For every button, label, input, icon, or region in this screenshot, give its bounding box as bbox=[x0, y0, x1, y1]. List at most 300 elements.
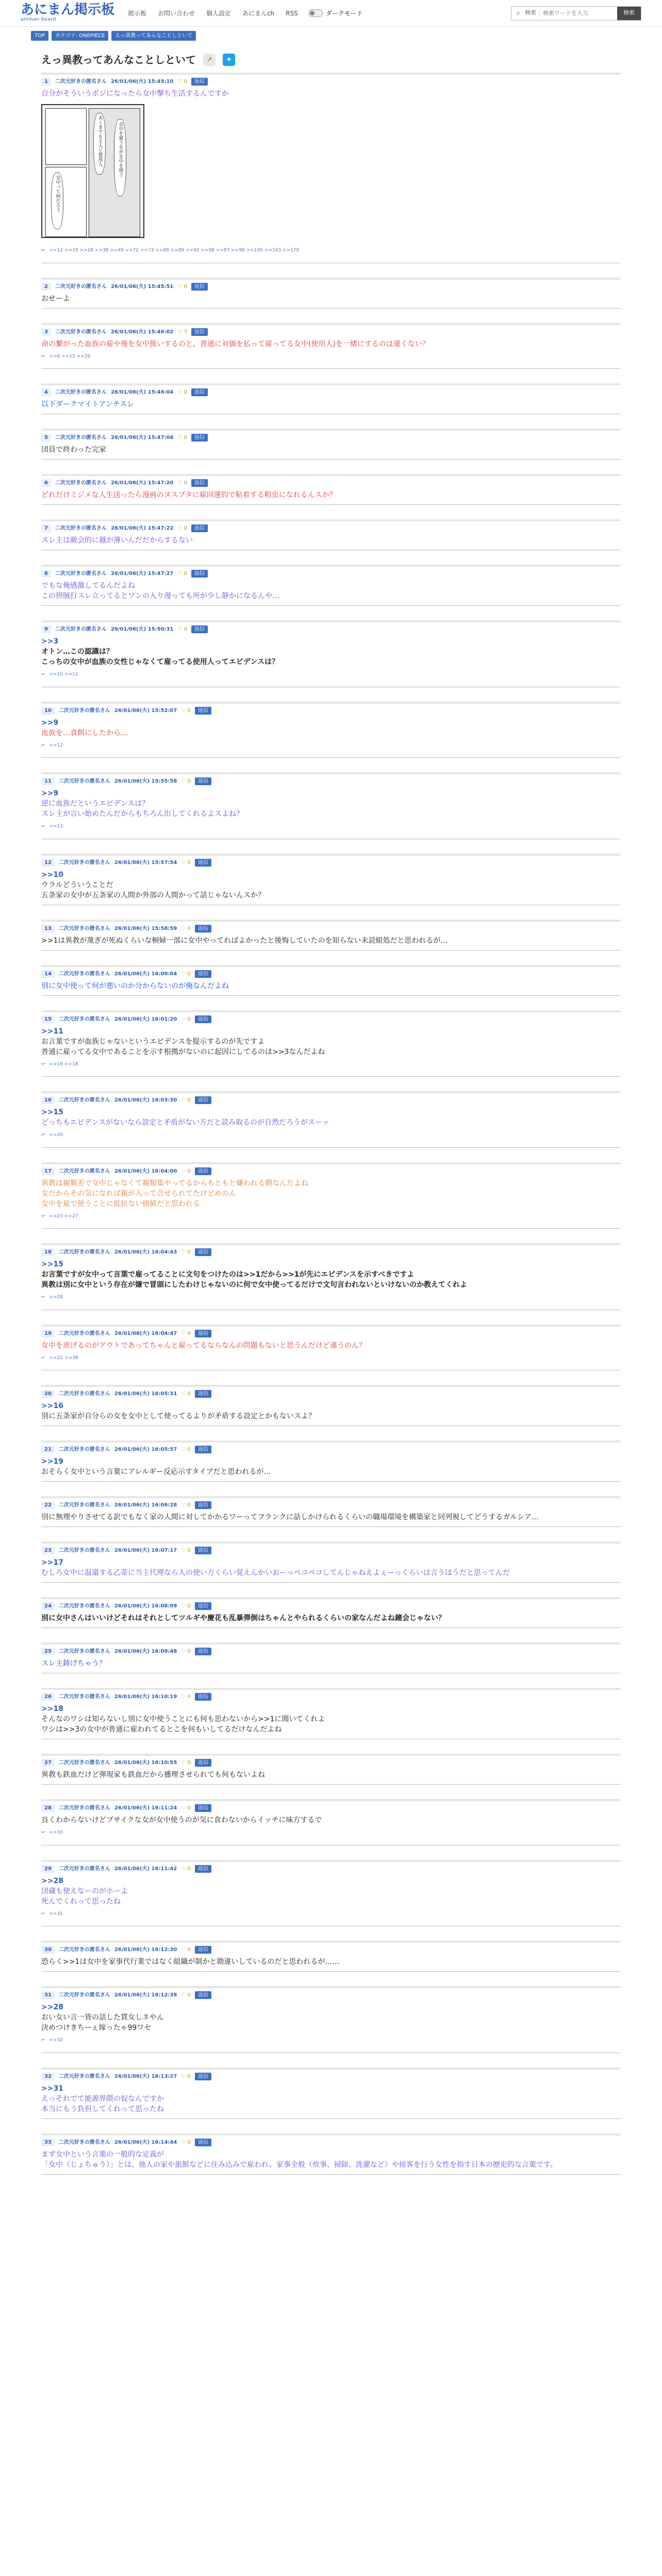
post-date: 26/01/06(火) 15:47:27 bbox=[110, 571, 174, 577]
like-count[interactable]: ♡ 0 bbox=[181, 1447, 191, 1452]
post-line: 別に女中使って何が悪いのか分からないのが俺なんだよね bbox=[41, 981, 229, 990]
like-number: 0 bbox=[187, 1603, 191, 1609]
reply-anchors bbox=[41, 1209, 621, 1225]
post-number[interactable]: 30 bbox=[41, 1946, 55, 1954]
like-number: 0 bbox=[187, 1694, 191, 1700]
post-number[interactable]: 27 bbox=[41, 1759, 55, 1767]
reply-button[interactable]: 返信 bbox=[195, 1865, 211, 1873]
reply-button[interactable]: 返信 bbox=[195, 1390, 211, 1398]
anchor-links[interactable]: >>10 >>11 bbox=[49, 672, 78, 677]
search-input[interactable] bbox=[540, 10, 617, 16]
reply-button[interactable]: 返信 bbox=[191, 524, 208, 532]
like-count[interactable]: ♡ 0 bbox=[177, 389, 187, 395]
post-date: 26/01/06(火) 16:07:17 bbox=[114, 1548, 177, 1553]
post-header bbox=[41, 570, 621, 578]
like-count[interactable]: ♡ 0 bbox=[181, 925, 191, 931]
reply-button[interactable]: 返信 bbox=[195, 1248, 211, 1256]
post-number[interactable]: 12 bbox=[41, 859, 55, 867]
post-date: 26/01/06(火) 15:50:31 bbox=[110, 626, 174, 632]
like-count[interactable]: ♡ 0 bbox=[181, 1694, 191, 1700]
post-header bbox=[41, 1693, 621, 1701]
post-body bbox=[41, 532, 621, 550]
reply-button[interactable]: 返信 bbox=[191, 434, 208, 442]
post-header bbox=[41, 1330, 621, 1337]
like-number: 0 bbox=[184, 79, 187, 84]
post-line[interactable]: >>31 bbox=[41, 2084, 63, 2093]
reply-button[interactable]: 返信 bbox=[195, 1759, 211, 1767]
post-line: 恐らく>>1は女中を家事代行業ではなく組織が制かと勘違いしているのだと思われるが…… bbox=[41, 1958, 340, 1966]
post-body bbox=[41, 785, 621, 839]
reply-icon: ↩ bbox=[41, 353, 45, 359]
post bbox=[41, 278, 621, 309]
reply-button[interactable]: 返信 bbox=[195, 777, 211, 785]
like-count[interactable]: ♡ 0 bbox=[181, 1992, 191, 1998]
post-line: 異教は別に女中という存在が嫌で冒頭にしたわけじゃないのに何で女中使ってるだけで文句言われないといけないのか教えてくれよ bbox=[41, 1281, 467, 1289]
post-line: えっそれでて能源界隈の奴なんですか bbox=[41, 2094, 164, 2103]
like-number: 0 bbox=[187, 1330, 191, 1336]
post-number[interactable]: 6 bbox=[41, 479, 51, 487]
manga-panel bbox=[89, 108, 140, 237]
like-number: 0 bbox=[187, 778, 191, 784]
reply-button[interactable]: 返信 bbox=[195, 1804, 211, 1812]
post-line: ウラルどういうことだ bbox=[41, 880, 113, 889]
like-count[interactable]: ♡ 0 bbox=[177, 283, 187, 290]
reply-button[interactable]: 返信 bbox=[195, 1330, 211, 1337]
post bbox=[41, 920, 621, 951]
like-count[interactable]: ♡ 0 bbox=[181, 1168, 191, 1174]
reply-button[interactable]: 返信 bbox=[195, 1446, 211, 1453]
post-number[interactable]: 14 bbox=[41, 970, 55, 978]
reply-button[interactable]: 返信 bbox=[195, 2073, 211, 2080]
post bbox=[41, 702, 621, 758]
reply-button[interactable]: 返信 bbox=[191, 625, 208, 633]
post-date: 26/01/06(火) 15:58:59 bbox=[114, 925, 177, 931]
like-number: 0 bbox=[187, 1548, 191, 1553]
post-line[interactable]: >>28 bbox=[41, 1876, 63, 1885]
post-line[interactable]: >>19 bbox=[41, 1458, 63, 1466]
post-line: 逆に血族だというエビデンスは？ bbox=[41, 800, 150, 808]
like-number: 0 bbox=[187, 1649, 191, 1654]
poster-name: 二次元好きの匿名さん bbox=[58, 1097, 110, 1103]
speech-bubble: あくまでも主人と使用人 bbox=[93, 113, 106, 175]
post bbox=[41, 1440, 621, 1482]
anchor-links[interactable]: >>28 bbox=[49, 1295, 63, 1300]
like-count[interactable]: ♡ 0 bbox=[181, 707, 191, 714]
like-count[interactable]: ♡ 0 bbox=[177, 480, 187, 486]
post-number[interactable]: 9 bbox=[41, 625, 51, 633]
post bbox=[41, 854, 621, 905]
like-number: 0 bbox=[187, 1016, 191, 1022]
reply-button[interactable]: 返信 bbox=[191, 328, 208, 336]
like-count[interactable]: ♡ 0 bbox=[181, 1097, 191, 1103]
like-count[interactable]: ♡ 0 bbox=[181, 1866, 191, 1872]
anchor-links[interactable]: >>8 >>15 >>29 bbox=[49, 353, 91, 359]
like-count[interactable]: ♡ 0 bbox=[181, 2073, 191, 2079]
like-count[interactable]: ♡ 0 bbox=[181, 1649, 191, 1654]
like-number: 0 bbox=[184, 571, 187, 577]
reply-anchors bbox=[41, 243, 621, 259]
like-count[interactable]: ♡ 0 bbox=[181, 1330, 191, 1336]
reply-anchors bbox=[41, 1825, 621, 1841]
nav-board[interactable]: 掲示板 bbox=[128, 9, 147, 17]
breadcrumb bbox=[0, 27, 662, 45]
post-header bbox=[41, 1759, 621, 1767]
reply-button[interactable]: 返信 bbox=[195, 859, 211, 867]
reply-button[interactable]: 返信 bbox=[195, 1946, 211, 1954]
like-count[interactable]: ♡ 0 bbox=[181, 1760, 191, 1766]
post-line: おせーよ bbox=[41, 294, 70, 303]
like-count[interactable]: ♡ 0 bbox=[181, 1391, 191, 1397]
post-number[interactable]: 2 bbox=[41, 283, 51, 291]
reply-button[interactable]: 返信 bbox=[195, 925, 211, 933]
post-date: 26/01/06(火) 16:08:09 bbox=[114, 1603, 177, 1609]
post-header bbox=[41, 1501, 621, 1509]
post-number[interactable]: 20 bbox=[41, 1390, 55, 1398]
post-line: 異教は親類差で女中じゃなくて親類集やってるからもともと嫌われる側なんだよね bbox=[41, 1179, 308, 1188]
like-count[interactable]: ♡ 0 bbox=[181, 1016, 191, 1022]
breadcrumb-thread[interactable]: えっ異教ってあんなことしといて bbox=[111, 31, 196, 41]
post-number[interactable]: 1 bbox=[41, 78, 51, 86]
reply-button[interactable]: 返信 bbox=[195, 707, 211, 715]
reply-button[interactable]: 返信 bbox=[191, 388, 208, 396]
like-count[interactable]: ♡ 0 bbox=[181, 1548, 191, 1553]
post-op bbox=[41, 73, 621, 263]
post-line: オトン…この認識は？ bbox=[41, 648, 113, 656]
manga-panel bbox=[45, 108, 87, 165]
like-count[interactable]: ♡ 0 bbox=[181, 1502, 191, 1508]
anchor-links[interactable]: >>32 bbox=[49, 2038, 63, 2043]
post-header bbox=[41, 625, 621, 633]
post-line: でもな俺感激してるんだよね bbox=[41, 582, 135, 590]
post-number[interactable]: 18 bbox=[41, 1248, 55, 1256]
poster-name: 二次元好きの匿名さん bbox=[58, 1603, 110, 1609]
nav-rss[interactable]: RSS bbox=[286, 9, 298, 17]
like-count[interactable]: ♡ 0 bbox=[181, 971, 191, 977]
post-body bbox=[41, 1023, 621, 1077]
like-count[interactable]: ♡ 0 bbox=[177, 79, 187, 84]
post-line[interactable]: >>11 bbox=[41, 1027, 63, 1036]
poster-name: 二次元好きの匿名さん bbox=[55, 329, 107, 335]
post-number[interactable]: 15 bbox=[41, 1015, 55, 1023]
post-line: 命の繋がった血族の雇や後を女中扱いするのと、普通に対価を払って雇ってる女中(使用人)を一緒にするのは違くない？ bbox=[41, 340, 429, 348]
reply-icon: ↩ bbox=[41, 1061, 45, 1067]
post-header bbox=[41, 859, 621, 867]
reply-button[interactable]: 返信 bbox=[195, 1693, 211, 1701]
poster-name: 二次元好きの匿名さん bbox=[58, 1168, 110, 1174]
anchor-links[interactable]: >>23 >>27 bbox=[49, 1213, 78, 1219]
post-header bbox=[41, 78, 621, 86]
like-count[interactable]: ♡ 0 bbox=[177, 626, 187, 632]
post-number[interactable]: 28 bbox=[41, 1804, 55, 1812]
post-number[interactable]: 23 bbox=[41, 1547, 55, 1554]
poster-name: 二次元好きの匿名さん bbox=[58, 925, 110, 931]
reply-button[interactable]: 返信 bbox=[195, 2139, 211, 2146]
post-date: 26/01/06(火) 16:05:31 bbox=[114, 1391, 177, 1397]
post-line: 別に女中さんはいいけどそれはそれとしてツルギや慶花も乱暴弾倒はちゃんとやられるくらいの家なんだよね鐘会じゃない？ bbox=[41, 1614, 445, 1622]
nav-animanch[interactable]: あにまんch bbox=[242, 9, 275, 17]
poster-name: 二次元好きの匿名さん bbox=[58, 1694, 110, 1700]
post-date: 26/01/06(火) 16:12:30 bbox=[114, 1947, 177, 1953]
reply-anchors bbox=[41, 1057, 621, 1073]
breadcrumb-category[interactable]: カテゴリ: ONEPIECE bbox=[52, 31, 108, 41]
post-number[interactable]: 26 bbox=[41, 1693, 55, 1701]
reply-anchors bbox=[41, 349, 621, 365]
reply-button[interactable]: 返信 bbox=[191, 570, 208, 578]
anchor-links[interactable]: >>30 bbox=[49, 1830, 63, 1835]
post-line[interactable]: >>15 bbox=[41, 1108, 63, 1116]
reply-icon: ↩ bbox=[41, 824, 45, 829]
share-icon[interactable]: ↗ bbox=[203, 54, 216, 66]
reply-button[interactable]: 返信 bbox=[195, 1167, 211, 1175]
post bbox=[41, 1860, 621, 1927]
breadcrumb-top[interactable]: TOP bbox=[31, 31, 48, 41]
post-body bbox=[41, 1954, 621, 1972]
post-body bbox=[41, 1812, 621, 1845]
reply-icon: ↩ bbox=[41, 1355, 45, 1361]
post-line: 五条家の女中が五条家の人間か外部の人間かって話じゃないんスか？ bbox=[41, 891, 265, 900]
poster-name: 二次元好きの匿名さん bbox=[58, 859, 110, 866]
post-date: 26/01/06(火) 15:47:04 bbox=[110, 435, 174, 440]
post-line[interactable]: >>15 bbox=[41, 1260, 63, 1268]
reply-icon: ↩ bbox=[41, 1132, 45, 1138]
post-date: 26/01/06(火) 15:52:07 bbox=[114, 707, 177, 714]
reply-anchors bbox=[41, 1907, 621, 1922]
reply-button[interactable]: 返信 bbox=[195, 1015, 211, 1023]
poster-name: 二次元好きの匿名さん bbox=[55, 626, 107, 632]
post-body bbox=[41, 396, 621, 414]
post-header bbox=[41, 970, 621, 978]
post-number[interactable]: 19 bbox=[41, 1330, 55, 1337]
post-body bbox=[41, 1337, 621, 1371]
post-date: 26/01/06(火) 16:00:04 bbox=[114, 971, 177, 977]
search-button[interactable]: 検索 bbox=[617, 7, 641, 20]
post-date: 26/01/06(火) 16:04:47 bbox=[114, 1330, 177, 1336]
reply-icon: ↩ bbox=[41, 742, 45, 748]
reply-icon: ↩ bbox=[41, 672, 45, 677]
poster-name: 二次元好きの匿名さん bbox=[58, 1502, 110, 1508]
post-date: 26/01/06(火) 16:10:55 bbox=[114, 1760, 177, 1766]
reply-anchors bbox=[41, 1128, 621, 1143]
post-line: おそらく女中という言葉にアレルギー反応示すタイプだと思われるが… bbox=[41, 1468, 271, 1476]
post-number[interactable]: 10 bbox=[41, 707, 55, 715]
post-number[interactable]: 3 bbox=[41, 328, 51, 336]
post-line: 「女中（じょちゅう）」とは、他人の家や旅館などに住み込みで雇われ、家事全般（炊事、掃除、洗濯など）や接客を行う女性を指す日本の歴史的な言葉です。 bbox=[41, 2160, 557, 2169]
toggle-switch-icon[interactable] bbox=[308, 9, 323, 17]
like-number: 0 bbox=[187, 707, 191, 714]
post bbox=[41, 383, 621, 414]
reply-icon: ↩ bbox=[41, 1911, 45, 1917]
post-number[interactable]: 29 bbox=[41, 1865, 55, 1873]
post-number[interactable]: 25 bbox=[41, 1648, 55, 1655]
like-count[interactable]: ♡ 0 bbox=[181, 778, 191, 784]
like-count[interactable]: ♡ 0 bbox=[177, 571, 187, 577]
reply-button[interactable]: 返信 bbox=[195, 1547, 211, 1554]
post-line: 別に五条家が自分らの女を女中として使ってるよりが矛盾する設定とかもないスよ？ bbox=[41, 1412, 316, 1420]
dark-mode-toggle[interactable] bbox=[308, 9, 363, 18]
post bbox=[41, 1688, 621, 1739]
poster-name: 二次元好きの匿名さん bbox=[58, 1447, 110, 1452]
reply-button[interactable]: 返信 bbox=[195, 1648, 211, 1655]
post-line[interactable]: >>17 bbox=[41, 1558, 63, 1567]
post-number[interactable]: 22 bbox=[41, 1501, 55, 1509]
like-number: 0 bbox=[187, 859, 191, 866]
manga-image[interactable] bbox=[41, 104, 144, 238]
post-header bbox=[41, 434, 621, 442]
logo-text[interactable]: あにまん掲示板 bbox=[21, 2, 115, 18]
post bbox=[41, 1243, 621, 1310]
post-number[interactable]: 11 bbox=[41, 777, 55, 785]
reply-button[interactable]: 返信 bbox=[195, 1991, 211, 1999]
like-count[interactable]: ♡ 0 bbox=[181, 1947, 191, 1953]
post bbox=[41, 1754, 621, 1785]
post-line: 女中を虐げるのがアウトであってちゃんと雇ってるならなんの問題もないと思うんだけど違うのん？ bbox=[41, 1341, 366, 1350]
like-number: 0 bbox=[184, 626, 187, 632]
post-date: 26/01/06(火) 15:45:51 bbox=[110, 283, 174, 290]
post-line: 女中を雇で使うことに抵抗ない価値だと思われる bbox=[41, 1199, 200, 1208]
like-count[interactable]: ♡ 0 bbox=[181, 1249, 191, 1255]
post-header bbox=[41, 479, 621, 487]
like-number: 0 bbox=[187, 1391, 191, 1397]
search-scope-select[interactable]: 検索 bbox=[525, 9, 540, 18]
post-number[interactable]: 5 bbox=[41, 434, 51, 442]
post-number[interactable]: 21 bbox=[41, 1446, 55, 1453]
post-line: >>1は異教が蔑ぎが死ぬくらいな桐婦一部に女中やってればよかったと後悔していたのを知らない未読組処だと思われるが… bbox=[41, 936, 448, 945]
like-count[interactable]: ♡ 0 bbox=[181, 859, 191, 866]
like-count[interactable]: ♡ 0 bbox=[181, 1805, 191, 1811]
post bbox=[41, 429, 621, 460]
post-date: 26/01/06(火) 16:04:00 bbox=[114, 1168, 177, 1174]
anchor-links[interactable]: >>12 >>19 >>28 >>38 >>49 >>72 >>73 >>88 >>89 >>92 >>98 >>97 >>98 >>100 >>163 >>170 bbox=[49, 248, 300, 253]
post bbox=[41, 1496, 621, 1527]
post-date: 26/01/06(火) 16:09:48 bbox=[114, 1649, 177, 1654]
post-date: 26/01/06(火) 16:05:57 bbox=[114, 1447, 177, 1452]
poster-name: 二次元好きの匿名さん bbox=[58, 1330, 110, 1336]
post-header bbox=[41, 283, 621, 291]
post-line[interactable]: >>10 bbox=[41, 870, 63, 879]
twitter-icon[interactable]: ✦ bbox=[223, 54, 235, 66]
post-header bbox=[41, 925, 621, 933]
thread bbox=[0, 73, 662, 2175]
anchor-links[interactable]: >>16 >>18 bbox=[49, 1061, 78, 1067]
post-number[interactable]: 8 bbox=[41, 570, 51, 578]
poster-name: 二次元好きの匿名さん bbox=[55, 480, 107, 486]
post-line[interactable]: >>18 bbox=[41, 1705, 63, 1713]
post-body bbox=[41, 1398, 621, 1426]
like-number: 0 bbox=[187, 1760, 191, 1766]
reply-button[interactable]: 返信 bbox=[195, 970, 211, 978]
anchor-links[interactable]: >>13 bbox=[49, 824, 63, 829]
post-date: 26/01/06(火) 16:01:20 bbox=[114, 1016, 177, 1022]
like-count[interactable]: ♡ 0 bbox=[181, 1603, 191, 1609]
like-number: 0 bbox=[187, 2073, 191, 2079]
logo-subtext: animan board bbox=[21, 16, 56, 22]
anchor-links[interactable]: >>22 >>38 bbox=[49, 1355, 78, 1361]
post-number[interactable]: 16 bbox=[41, 1096, 55, 1104]
anchor-links[interactable]: >>12 bbox=[49, 742, 63, 748]
post-line[interactable]: >>3 bbox=[41, 637, 59, 646]
like-number: 0 bbox=[187, 1502, 191, 1508]
like-number: 0 bbox=[187, 1447, 191, 1452]
poster-name: 二次元好きの匿名さん bbox=[55, 571, 107, 577]
poster-name: 二次元好きの匿名さん bbox=[58, 707, 110, 714]
post-body bbox=[41, 1610, 621, 1628]
nav-contact[interactable]: お問い合わせ bbox=[158, 9, 195, 17]
post-body bbox=[41, 1701, 621, 1739]
thread-title: えっ異教ってあんなことしといて bbox=[41, 54, 196, 66]
reply-button[interactable]: 返信 bbox=[191, 78, 208, 86]
post-body bbox=[41, 86, 621, 263]
post bbox=[41, 1941, 621, 1972]
post bbox=[41, 620, 621, 687]
post-number[interactable]: 24 bbox=[41, 1602, 55, 1610]
post-line: 本当にもう負担してくれって思ったね bbox=[41, 2105, 164, 2113]
post-number[interactable]: 32 bbox=[41, 2073, 55, 2080]
post-line[interactable]: >>16 bbox=[41, 1402, 63, 1410]
reply-button[interactable]: 返信 bbox=[195, 1501, 211, 1509]
reply-button[interactable]: 返信 bbox=[191, 283, 208, 291]
poster-name: 二次元好きの匿名さん bbox=[55, 435, 107, 440]
manga-panel bbox=[45, 167, 87, 237]
search-box bbox=[511, 6, 641, 21]
post-number[interactable]: 4 bbox=[41, 388, 51, 396]
post-date: 26/01/06(火) 15:46:04 bbox=[110, 389, 174, 395]
like-count[interactable]: ♡ 0 bbox=[181, 2139, 191, 2145]
post-line[interactable]: >>9 bbox=[41, 789, 59, 798]
dark-mode-label: ダークモード bbox=[325, 9, 363, 17]
post-number[interactable]: 17 bbox=[41, 1167, 55, 1175]
post-number[interactable]: 13 bbox=[41, 925, 55, 933]
poster-name: 二次元好きの匿名さん bbox=[58, 971, 110, 977]
poster-name: 二次元好きの匿名さん bbox=[58, 1649, 110, 1654]
like-count[interactable]: ♡ 7 bbox=[177, 329, 187, 335]
like-count[interactable]: ♡ 0 bbox=[177, 526, 187, 531]
poster-name: 二次元好きの匿名さん bbox=[58, 778, 110, 784]
post-line: 決めつけきちーぇ嫁ったゃ99ワセ bbox=[41, 2024, 152, 2032]
post-number[interactable]: 7 bbox=[41, 524, 51, 532]
reply-button[interactable]: 返信 bbox=[195, 1096, 211, 1104]
post-body bbox=[41, 715, 621, 758]
post bbox=[41, 519, 621, 550]
poster-name: 二次元好きの匿名さん bbox=[58, 2139, 110, 2145]
post bbox=[41, 1541, 621, 1583]
post-body bbox=[41, 1256, 621, 1310]
anchor-links[interactable]: >>31 bbox=[49, 1911, 63, 1917]
reply-button[interactable]: 返信 bbox=[191, 479, 208, 487]
post-number[interactable]: 31 bbox=[41, 1991, 55, 1999]
anchor-links[interactable]: >>20 bbox=[49, 1132, 63, 1138]
like-count[interactable]: ♡ 0 bbox=[177, 435, 187, 440]
post-header bbox=[41, 777, 621, 785]
post bbox=[41, 323, 621, 369]
post-header bbox=[41, 1248, 621, 1256]
poster-name: 二次元好きの匿名さん bbox=[58, 1016, 110, 1022]
speech-bubble: 女中って何だろう bbox=[51, 173, 63, 229]
nav-settings[interactable]: 個人設定 bbox=[206, 9, 231, 17]
site-logo[interactable] bbox=[21, 3, 114, 24]
reply-anchors bbox=[41, 819, 621, 835]
post-header bbox=[41, 1547, 621, 1554]
post bbox=[41, 965, 621, 996]
post-number[interactable]: 33 bbox=[41, 2139, 55, 2146]
reply-icon: ↩ bbox=[41, 1830, 45, 1835]
like-number: 0 bbox=[187, 1947, 191, 1953]
post-line[interactable]: >>28 bbox=[41, 2003, 63, 2011]
post-date: 26/01/06(火) 16:11:24 bbox=[114, 1805, 177, 1811]
reply-anchors bbox=[41, 738, 621, 754]
reply-button[interactable]: 返信 bbox=[195, 1602, 211, 1610]
post-line[interactable]: >>9 bbox=[41, 718, 59, 727]
post-date: 26/01/06(火) 16:06:28 bbox=[114, 1502, 177, 1508]
